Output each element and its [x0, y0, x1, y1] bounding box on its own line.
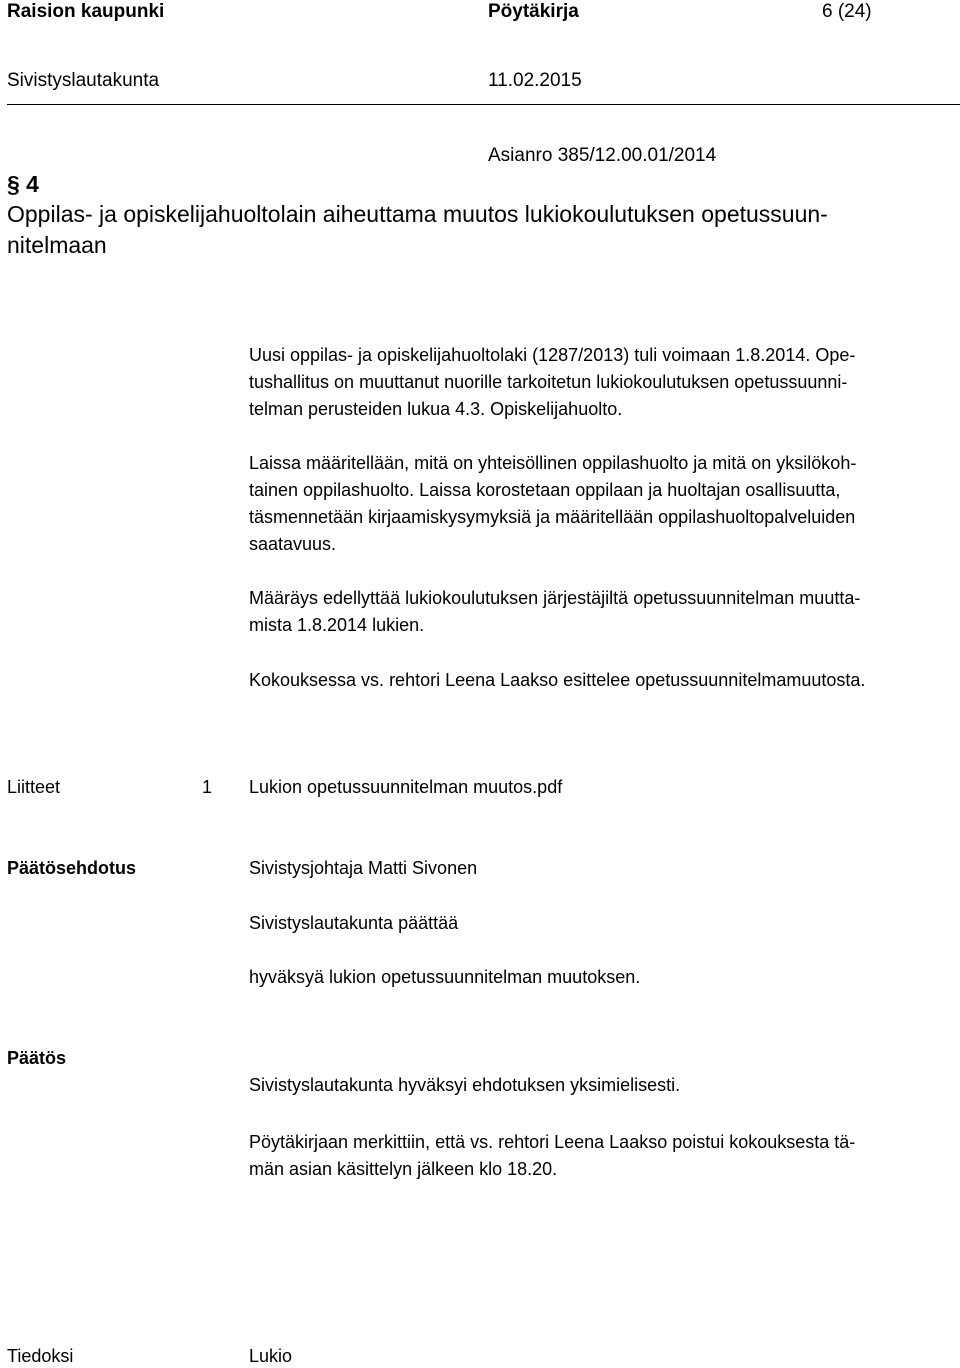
paragraph-line: tainen oppilashuolto. Laissa korostetaan oppilaan ja huoltajan osallisuutta, — [249, 480, 841, 500]
paragraph-line: Määräys edellyttää lukiokoulutuksen järjestäjiltä opetussuunnitelman muutta- — [249, 588, 861, 608]
paragraph-line: tushallitus on muuttanut nuorille tarkoitetun lukiokoulutuksen opetussuunni- — [249, 372, 848, 392]
paragraph-1 — [249, 342, 955, 423]
committee-name: Sivistyslautakunta — [7, 70, 160, 91]
paragraph-line: Kokouksessa vs. rehtori Leena Laakso esittelee opetussuunnitelmamuutosta. — [249, 670, 866, 690]
meeting-date: 11.02.2015 — [488, 70, 582, 91]
proposal-action: hyväksyä lukion opetussuunnitelman muutoksen. — [249, 967, 641, 987]
decision-text: Sivistyslautakunta hyväksyi ehdotuksen yksimielisesti. — [249, 1075, 681, 1095]
decision-note-line: Pöytäkirjaan merkittiin, että vs. rehtori Leena Laakso poistui kokouksesta tä- — [249, 1132, 856, 1152]
paragraph-3 — [249, 585, 955, 639]
document-type: Pöytäkirja — [488, 1, 579, 22]
notice-recipient: Lukio — [249, 1346, 293, 1366]
paragraph-line: Uusi oppilas- ja opiskelijahuoltolaki (1287/2013) tuli voimaan 1.8.2014. Ope- — [249, 345, 856, 365]
decision-label: Päätös — [7, 1048, 67, 1068]
decision-note — [249, 1129, 955, 1183]
page-number: 6 (24) — [822, 1, 872, 22]
proposal-presenter: Sivistysjohtaja Matti Sivonen — [249, 858, 478, 878]
paragraph-line: saatavuus. — [249, 534, 337, 554]
paragraph-line: mista 1.8.2014 lukien. — [249, 615, 425, 635]
paragraph-line: Laissa määritellään, mitä on yhteisöllinen oppilashuolto ja mitä on yksilökoh- — [249, 453, 857, 473]
notice-label: Tiedoksi — [7, 1346, 74, 1366]
attachments-label: Liitteet — [7, 777, 61, 797]
organization-name: Raision kaupunki — [7, 1, 165, 22]
paragraph-line: täsmennetään kirjaamiskysymyksiä ja määritellään oppilashuoltopalveluiden — [249, 507, 856, 527]
section-number: § 4 — [7, 171, 39, 197]
proposal-label: Päätösehdotus — [7, 858, 137, 878]
paragraph-2 — [249, 450, 955, 558]
attachment-number: 1 — [202, 777, 213, 797]
case-title-line-1: Oppilas- ja opiskelijahuoltolain aiheuttama muutos lukiokoulutuksen opetussuun- — [7, 201, 828, 227]
case-title-line-2: nitelmaan — [7, 232, 107, 258]
case-number: Asianro 385/12.00.01/2014 — [488, 145, 717, 166]
paragraph-line: telman perusteiden lukua 4.3. Opiskelijahuolto. — [249, 399, 623, 419]
header-divider — [7, 104, 960, 105]
decision-note-line: män asian käsittelyn jälkeen klo 18.20. — [249, 1159, 558, 1179]
attachment-file-link[interactable]: Lukion opetussuunnitelman muutos.pdf — [249, 777, 563, 797]
paragraph-4 — [249, 667, 955, 694]
proposal-decides: Sivistyslautakunta päättää — [249, 913, 459, 933]
